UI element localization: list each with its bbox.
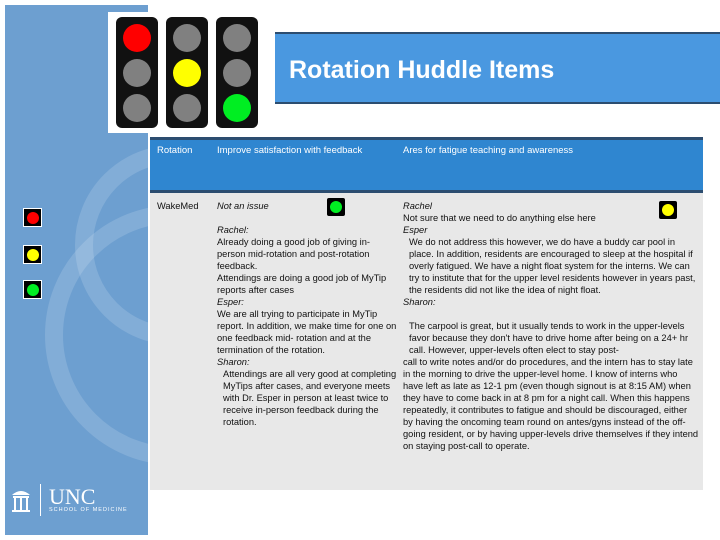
esper-comment: We are all trying to participate in MyTip report. In addition, we make time for one on one feedback mid- rotation and at the termination of the rotation. <box>217 309 397 355</box>
unc-logo <box>10 484 128 516</box>
sharon-label: Sharon: <box>217 357 250 367</box>
sharon-label: Sharon: <box>403 297 436 307</box>
legend-yellow-light-icon <box>23 245 42 264</box>
rachel-label: Rachel: <box>217 225 249 235</box>
title-banner <box>275 32 720 104</box>
feedback-cell <box>217 200 397 428</box>
red-traffic-light-icon <box>116 17 158 128</box>
feedback-green-status-icon <box>327 198 345 216</box>
table-row <box>150 193 703 490</box>
legend-green-light-icon <box>23 280 42 299</box>
sharon-comment-2: call to write notes and/or do procedures, and the intern has to stay late in the morning to drive the upper-level home. I know of interns who have left as late as 12-1 pm (even though signout is at 8:15 AM) when they have to come back in at 8 pm for a night call. When this happens repeatedly, it contributes to fatigue and should be discouraged, either by having the oncoming team round on antes/gyns instead of the off-going resident, or by having upper-levels drive themselves if they intend on staying post-call to operate. <box>403 357 699 451</box>
old-well-icon <box>10 487 32 513</box>
rachel-label: Rachel <box>403 201 432 211</box>
header-rotation: Rotation <box>157 145 193 156</box>
rachel-comment: Not sure that we need to do anything else here <box>403 213 596 223</box>
legend-red-light-icon <box>23 208 42 227</box>
feedback-summary: Not an issue <box>217 201 269 211</box>
fatigue-yellow-status-icon <box>659 201 677 219</box>
logo-name: UNC <box>49 484 96 509</box>
rotation-name: WakeMed <box>157 201 199 211</box>
header-feedback: Improve satisfaction with feedback <box>217 145 363 156</box>
sharon-comment: The carpool is great, but it usually tends to work in the upper-levels favor because they don't have to drive home after being on a 24+ hr call. However, upper-levels often elect to stay post- <box>409 321 689 355</box>
page-title: Rotation Huddle Items <box>289 56 555 84</box>
rachel-comment: Already doing a good job of giving in-person mid-rotation and post-rotation feedback. <box>217 237 370 271</box>
rachel-comment-2: Attendings are doing a good job of MyTip reports after cases <box>217 273 387 295</box>
header-fatigue: Ares for fatigue teaching and awareness <box>403 145 574 156</box>
esper-label: Esper: <box>217 297 244 307</box>
fatigue-cell <box>403 200 699 452</box>
huddle-table <box>150 137 703 490</box>
esper-label: Esper <box>403 225 428 235</box>
green-traffic-light-icon <box>216 17 258 128</box>
esper-comment: We do not address this however, we do have a buddy car pool in place. In addition, residents are encouraged to sleep at the hospital if overly fatigued. We have a night float system for the interns. We can try to institute that for the upper level residents however in years past, the residents did not like the idea of night float. <box>409 237 696 295</box>
traffic-lights-image <box>108 12 270 133</box>
logo-subtitle: SCHOOL OF MEDICINE <box>49 507 128 513</box>
table-header <box>150 140 703 193</box>
sharon-comment: Attendings are all very good at completing MyTips after cases, and everyone meets with Dr. Esper in person at least twice to receive in-person feedback during the rotation. <box>223 369 397 427</box>
yellow-traffic-light-icon <box>166 17 208 128</box>
